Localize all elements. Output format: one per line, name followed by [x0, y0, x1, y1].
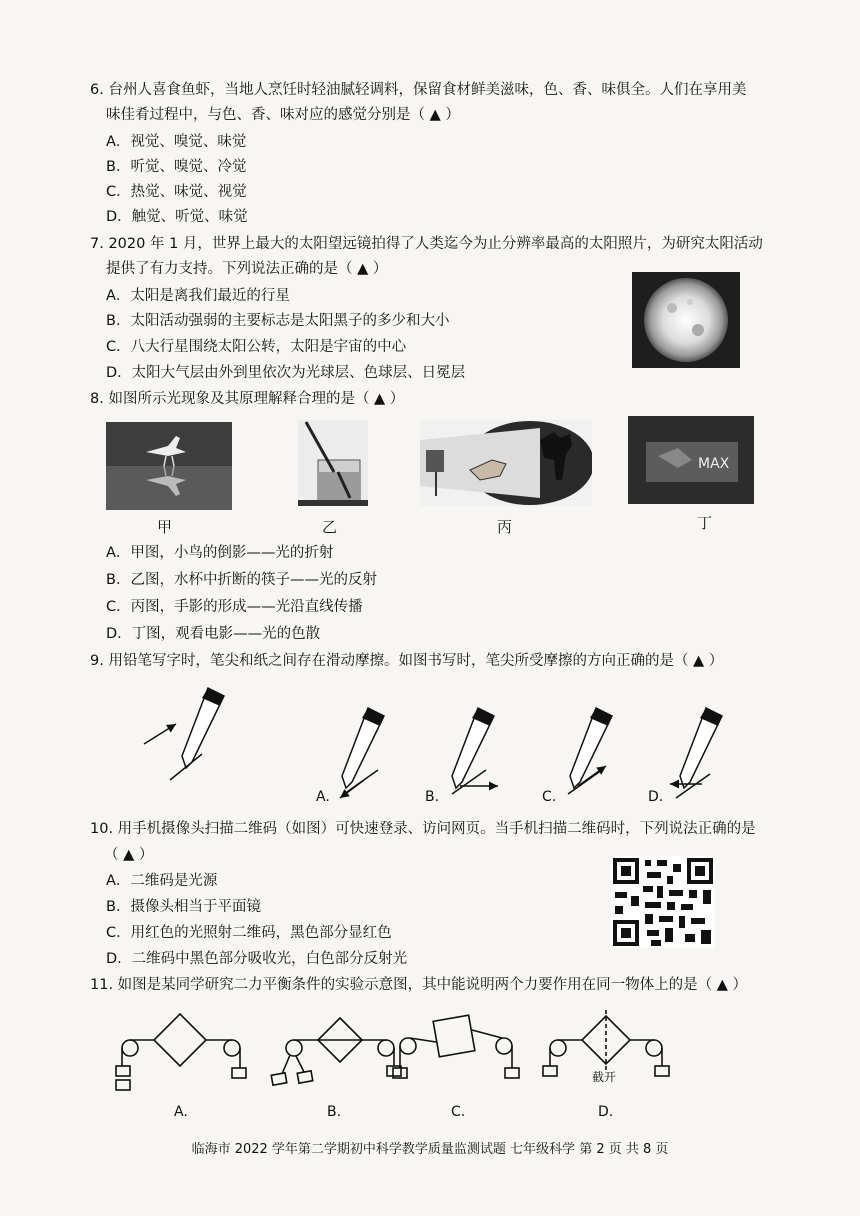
- q8-option-d: D．丁图，观看电影——光的色散: [106, 626, 321, 642]
- sun-photo: [632, 272, 740, 368]
- q9-stem: 9. 用铅笔写字时，笔尖和纸之间存在滑动摩擦。如图书写时，笔尖所受摩擦的方向正确的是（ ▲ ）: [90, 653, 724, 669]
- chopstick-glass-image: [298, 420, 368, 506]
- q6-option-a: A．视觉、嗅觉、味觉: [106, 134, 247, 150]
- q7-option-c: C．八大行星围绕太阳公转，太阳是宇宙的中心: [106, 339, 407, 355]
- q6-stem-line1: 6. 台州人喜食鱼虾，当地人烹饪时轻油腻轻调料，保留食材鲜美滋味，色、香、味俱全。人们在享用美: [90, 82, 747, 98]
- qr-code-image: [611, 856, 715, 948]
- setup-c: [393, 1015, 519, 1078]
- figure-label-ding: 丁: [697, 514, 713, 532]
- figure-label-yi: 乙: [322, 518, 338, 536]
- cut-label: 截开: [592, 1070, 617, 1084]
- q9-label-d: D.: [648, 789, 664, 805]
- q10-option-d: D．二维码中黑色部分吸收光，白色部分反射光: [106, 951, 408, 967]
- q6-option-b: B．听觉、嗅觉、冷觉: [106, 159, 247, 175]
- setup-a: [116, 1014, 246, 1090]
- q8-stem: 8. 如图所示光现象及其原理解释合理的是（ ▲ ）: [90, 391, 405, 407]
- q6-option-c: C．热觉、味觉、视觉: [106, 184, 247, 200]
- q10-option-b: B．摄像头相当于平面镜: [106, 899, 261, 915]
- q9-label-c: C.: [542, 789, 557, 805]
- page-footer: 临海市 2022 学年第二学期初中科学教学质量监测试题 七年级科学 第 2 页 共 8 页: [191, 1142, 669, 1157]
- movie-image: [628, 416, 754, 504]
- q8-option-b: B．乙图，水杯中折断的筷子——光的反射: [106, 572, 377, 588]
- q7-stem-line1: 7. 2020 年 1 月，世界上最大的太阳望远镜拍得了人类迄今为止分辨率最高的太阳照片，为研究太阳活动: [90, 236, 763, 252]
- movie-screen-text: MAX: [698, 456, 730, 472]
- figure-label-jia: 甲: [157, 518, 173, 536]
- q10-option-c: C．用红色的光照射二维码，黑色部分显红色: [106, 925, 392, 941]
- q11-stem: 11. 如图是某同学研究二力平衡条件的实验示意图，其中能说明两个力要作用在同一物体上的是（ ▲ ）: [90, 977, 748, 993]
- q6-option-d: D．触觉、听觉、味觉: [106, 209, 248, 225]
- q6-stem-line2: 味佳肴过程中，与色、香、味对应的感觉分别是（ ▲ ）: [106, 107, 460, 123]
- pencil-option-b: [452, 708, 498, 794]
- q7-stem-line2: 提供了有力支持。下列说法正确的是（ ▲ ）: [106, 261, 388, 277]
- q7-option-a: A．太阳是离我们最近的行星: [106, 288, 290, 304]
- q11-label-c: C.: [451, 1104, 466, 1120]
- q9-label-b: B.: [425, 789, 440, 805]
- bird-reflection-photo: [106, 422, 232, 510]
- pencil-friction-figure: [130, 682, 750, 804]
- pencil-option-a: [340, 708, 384, 798]
- q11-label-d: D.: [598, 1104, 614, 1120]
- q9-label-a: A.: [316, 789, 330, 805]
- q10-stem-line2: （ ▲ ）: [104, 847, 154, 863]
- q10-option-a: A．二维码是光源: [106, 873, 218, 889]
- q10-stem-line1: 10. 用手机摄像头扫描二维码（如图）可快速登录、访问网页。当手机扫描二维码时，下列说法正确的是: [90, 821, 756, 837]
- q8-option-a: A．甲图，小鸟的倒影——光的折射: [106, 545, 334, 561]
- q7-option-b: B．太阳活动强弱的主要标志是太阳黑子的多少和大小: [106, 313, 450, 329]
- movie-photo: [628, 416, 754, 504]
- setup-d: [543, 1010, 669, 1076]
- q11-label-a: A.: [174, 1104, 188, 1120]
- pencil-option-c: [568, 708, 612, 794]
- chopstick-glass-photo: [298, 420, 368, 506]
- q7-option-d: D．太阳大气层由外到里依次为光球层、色球层、日冕层: [106, 365, 466, 381]
- q8-option-c: C．丙图，手影的形成——光沿直线传播: [106, 599, 363, 615]
- figure-label-bing: 丙: [497, 518, 513, 536]
- hand-shadow-photo: [420, 420, 592, 506]
- pencil-main: [144, 688, 224, 780]
- hand-shadow-image: [420, 420, 592, 506]
- pencil-option-d: [670, 708, 722, 798]
- bird-reflection-image: [106, 422, 232, 510]
- setup-b: [271, 1018, 401, 1085]
- q11-label-b: B.: [327, 1104, 342, 1120]
- sun-image: [632, 272, 740, 368]
